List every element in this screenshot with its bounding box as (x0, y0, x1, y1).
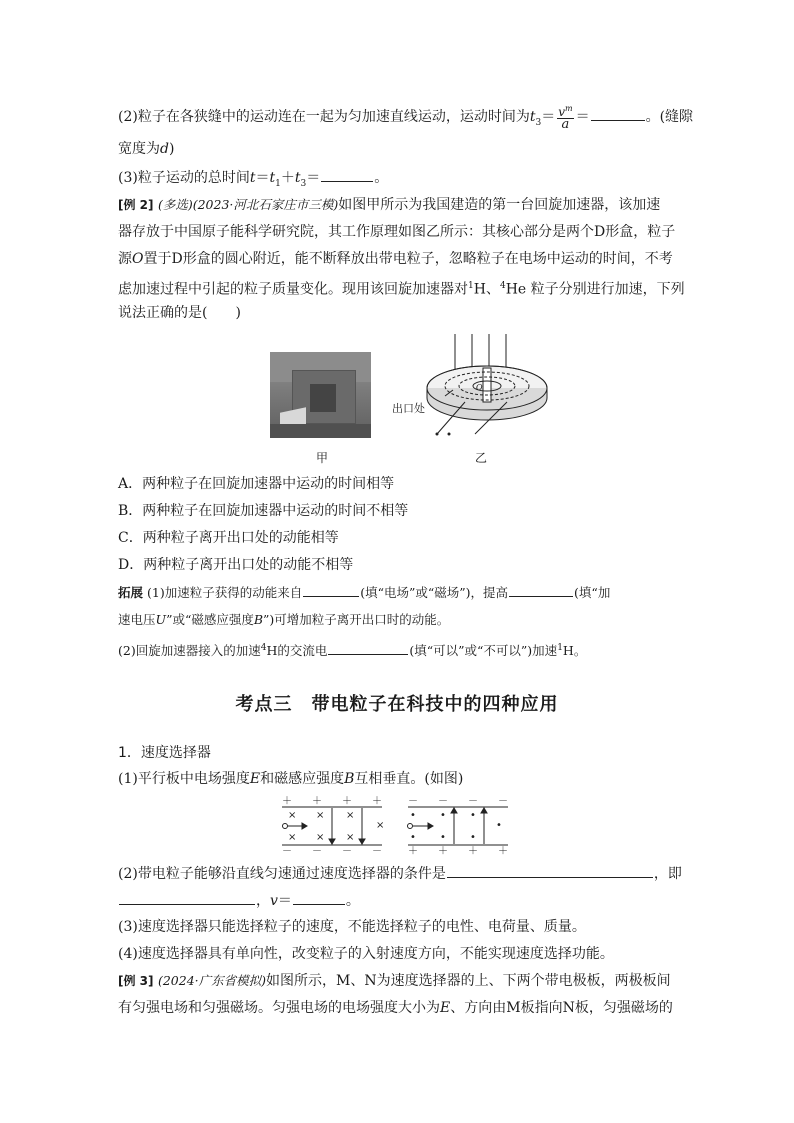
var-t1: t (269, 170, 276, 186)
example-tag: [例 2] (118, 198, 154, 212)
superscript: 1 (468, 281, 474, 291)
outlet-label: 出口处 (392, 402, 425, 415)
minus-sign: － (312, 846, 322, 856)
minus-sign: － (438, 796, 448, 807)
cyclotron-photo (270, 352, 371, 438)
caption-yi: 乙 (475, 451, 488, 465)
text: 如图所示，M、N为速度选择器的上、下两个带电极板，两极板间 (266, 973, 671, 989)
answer-blank[interactable] (509, 582, 573, 597)
cross-mark: × (316, 810, 325, 821)
var-d: d (160, 141, 169, 157)
example-3-line-2 (118, 998, 673, 1018)
option-c[interactable] (118, 528, 339, 548)
equals: ＝ (306, 170, 321, 186)
option-d[interactable] (118, 555, 353, 575)
minus-sign: － (408, 796, 418, 807)
answer-blank[interactable] (328, 640, 408, 655)
minus-sign: － (282, 846, 292, 856)
text: 有匀强电场和匀强磁场。匀强电场的电场强度大小为 (118, 1000, 440, 1016)
text: H。 (562, 643, 587, 659)
text: 。 (374, 170, 389, 186)
answer-blank[interactable] (447, 863, 653, 878)
text: ，即 (653, 866, 682, 882)
option-text: D．两种粒子离开出口处的动能不相等 (118, 557, 354, 573)
terminal-dot (448, 433, 451, 436)
text: 器存放于中国原子能科学研究院，其工作原理如图乙所示：其核心部分是两个D形盒，粒子 (118, 224, 676, 240)
text: 说法正确的是( ) (118, 305, 241, 321)
equals: ＝ (541, 109, 556, 125)
example-2-line-5 (118, 303, 241, 323)
subscript: 1 (275, 178, 281, 189)
text: (填“电场”或“磁场”)，提高 (360, 585, 509, 600)
example-source: (2024·广东省模拟) (157, 973, 266, 988)
text: (1)加速粒子获得的动能来自 (147, 585, 303, 600)
plus-sign: ＋ (282, 796, 292, 807)
text: ) (168, 141, 175, 157)
var-E: E (440, 1000, 451, 1016)
text: 如图甲所示为我国建造的第一台回旋加速器，该加速 (338, 197, 661, 213)
dot-mark: • (440, 810, 446, 821)
text: (3)粒子运动的总时间 (118, 170, 250, 186)
text: He 粒子分别进行加速，下列 (505, 281, 685, 298)
minus-sign: － (498, 796, 508, 807)
text: ”或“磁感应强度 (166, 612, 254, 627)
section-heading: 考点三 带电粒子在科技中的四种应用 (235, 694, 559, 715)
var-t: t (249, 170, 256, 186)
photo-ground (270, 424, 371, 438)
answer-blank[interactable] (293, 890, 345, 905)
cross-mark: × (346, 832, 355, 843)
plus: ＋ (280, 170, 295, 186)
example-source: (多选)(2023·河北石家庄市三模) (157, 197, 339, 212)
plus-sign: ＋ (342, 796, 352, 807)
answer-blank[interactable] (321, 167, 373, 182)
text: (填“可以”或“不可以”)加速 (409, 643, 558, 659)
var-U: U (155, 612, 167, 627)
dot-mark: • (470, 810, 476, 821)
para-3-total-time (118, 167, 388, 194)
text: 置于D形盒的圆心附近，能不断释放出带电粒子，忽略粒子在电场中运动的时间，不考 (143, 251, 673, 267)
dot-mark: • (410, 810, 416, 821)
vs-para-1 (118, 769, 463, 789)
para-2-motion-time (118, 103, 693, 133)
var-v: v (270, 893, 278, 909)
caption-jia: 甲 (316, 451, 329, 465)
var-t3: t (294, 170, 301, 186)
subscript: 3 (300, 178, 307, 189)
option-a[interactable] (118, 474, 394, 494)
text: 虑加速过程中引起的粒子质量变化。现用该回旋加速器对 (118, 281, 468, 298)
text: H的交流电 (266, 643, 328, 659)
superscript: 1 (557, 643, 563, 653)
example-3-line-1 (118, 971, 671, 991)
vs-para-2-cont: ，v＝ 。 (118, 890, 360, 911)
example-tag: [例 3] (118, 974, 154, 988)
text: (2)回旋加速器接入的加速 (118, 643, 261, 659)
var-t: t (529, 109, 536, 125)
text: (2)粒子在各狭缝中的运动连在一起为匀加速直线运动，运动时间为 (118, 109, 530, 125)
dot-mark: • (410, 832, 416, 843)
plus-sign: ＋ (468, 846, 478, 856)
equals: ＝ (575, 109, 590, 125)
fraction-vm-over-a (557, 103, 573, 131)
dot-mark: • (470, 832, 476, 843)
dot-mark: • (496, 820, 502, 831)
answer-blank[interactable] (303, 582, 359, 597)
var-O: O (132, 251, 144, 267)
cross-mark: × (288, 810, 297, 821)
text: 互相垂直。(如图) (354, 771, 464, 787)
text: 速电压 (118, 612, 156, 627)
vs-para-2 (118, 863, 682, 884)
photo-magnet-core (310, 384, 336, 412)
superscript: 4 (499, 281, 506, 291)
plus-sign: ＋ (312, 796, 322, 807)
dee-diagram (415, 330, 560, 445)
option-text: C．两种粒子离开出口处的动能相等 (118, 530, 339, 546)
option-b[interactable] (118, 501, 408, 521)
text: H、 (473, 281, 500, 298)
text: 宽度为 (118, 141, 160, 157)
denominator: a (561, 117, 570, 132)
extension-line-1 (118, 582, 610, 603)
option-text: B．两种粒子在回旋加速器中运动的时间不相等 (118, 503, 409, 519)
example-2-line-4 (118, 276, 685, 300)
cross-mark: × (288, 832, 297, 843)
minus-sign: － (372, 846, 382, 856)
example-2-line-1 (118, 195, 660, 215)
text: ”)可增加粒子离开出口时的动能。 (263, 612, 450, 627)
plus-sign: ＋ (438, 846, 448, 856)
cross-mark: × (316, 832, 325, 843)
equals: ＝ (277, 893, 292, 909)
text: (填“加 (574, 585, 611, 600)
text: 源 (118, 251, 132, 267)
terminal-dot (436, 433, 439, 436)
dot-mark: • (440, 832, 446, 843)
text: 。(缝隙 (645, 109, 694, 125)
velocity-selector-diagram (282, 794, 512, 856)
numerator: v (558, 105, 565, 119)
extension-line-2 (118, 610, 449, 630)
equals: ＝ (255, 170, 270, 186)
vs-para-4: (4)速度选择器具有单向性，改变粒子的入射速度方向，不能实现速度选择功能。 (118, 946, 614, 962)
extension-line-3 (118, 638, 586, 661)
vs-para-3: (3)速度选择器只能选择粒子的速度，不能选择粒子的电性、电荷量、质量。 (118, 919, 586, 935)
subscript: 3 (535, 117, 542, 128)
text: (2)带电粒子能够沿直线匀速通过速度选择器的条件是 (118, 866, 446, 882)
para-2-cont (118, 139, 174, 159)
plus-sign: ＋ (408, 846, 418, 856)
extension-tag: 拓展 (118, 585, 144, 600)
superscript: 4 (260, 643, 267, 653)
text: 和磁感应强度 (260, 771, 345, 787)
text: 、方向由M板指向N板，匀强磁场的 (450, 1000, 673, 1016)
cross-mark: × (376, 820, 385, 831)
minus-sign: － (342, 846, 352, 856)
var-B: B (344, 771, 355, 787)
o-label: O (476, 383, 483, 392)
var-B: B (253, 612, 264, 627)
answer-blank[interactable] (119, 890, 255, 905)
subsection-title: 1．速度选择器 (118, 745, 211, 761)
example-2-line-3 (118, 249, 673, 269)
var-E: E (249, 771, 261, 787)
answer-blank[interactable] (591, 106, 645, 121)
text: 。 (345, 893, 360, 909)
cross-mark: × (346, 810, 355, 821)
text: (1)平行板中电场强度 (118, 771, 250, 787)
minus-sign: － (468, 796, 478, 807)
superscript: m (565, 104, 573, 113)
plus-sign: ＋ (498, 846, 508, 856)
example-2-line-2 (118, 222, 675, 242)
plus-sign: ＋ (372, 796, 382, 807)
option-text: A．两种粒子在回旋加速器中运动的时间相等 (118, 476, 395, 492)
